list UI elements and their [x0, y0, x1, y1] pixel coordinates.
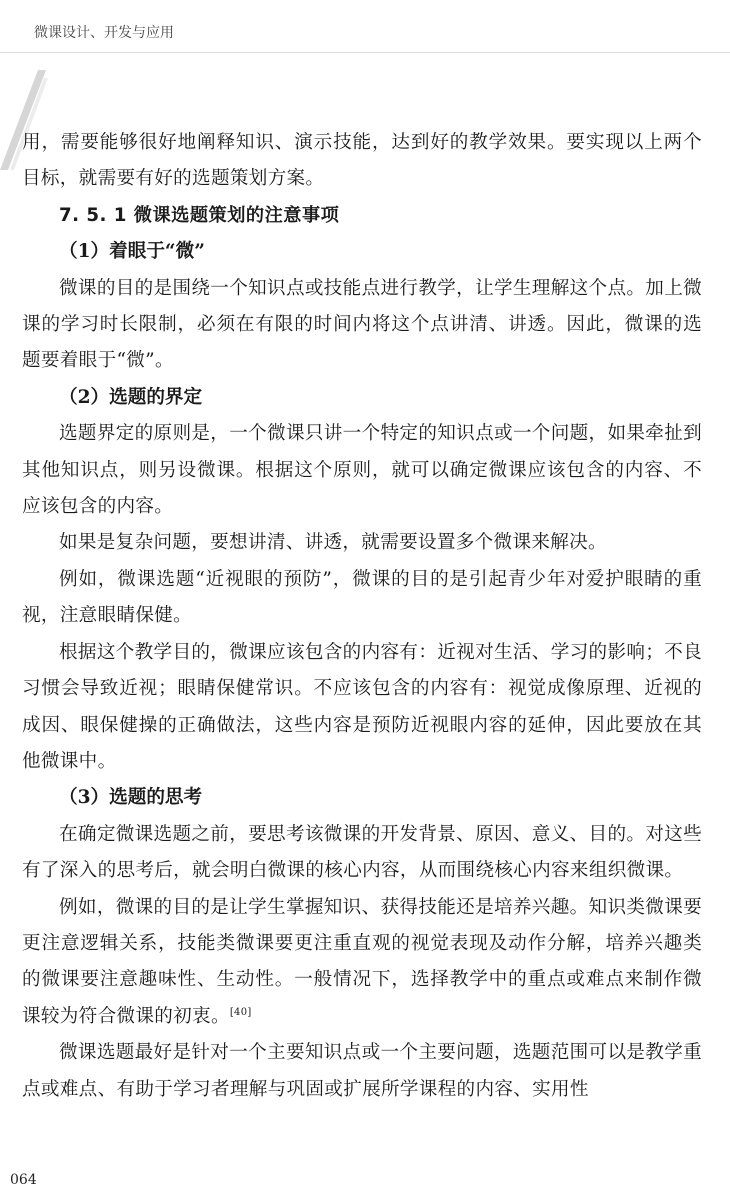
- section-title: 7. 5. 1 微课选题策划的注意事项: [59, 204, 340, 226]
- paragraph-6: 根据这个教学目的，微课应该包含的内容有：近视对生活、学习的影响；不良习惯会导致近视；眼睛保健常识。不应该包含的内容有：视觉成像原理、近视的成因、眼保健操的正确做法，这些内容是预防近视眼内容的延伸，因此要放在其他微课中。: [22, 641, 702, 772]
- paragraph-3: 选题界定的原则是，一个微课只讲一个特定的知识点或一个问题，如果牵扯到其他知识点，则另设微课。根据这个原则，就可以确定微课应该包含的内容、不应该包含的内容。: [22, 423, 702, 518]
- paragraph-8: [22, 890, 702, 1036]
- subheading-1: （1）着眼于“微”: [59, 241, 205, 263]
- paragraph-1: 用，需要能够很好地阐释知识、演示技能，达到好的教学效果。要实现以上两个目标，就需要有好的选题策划方案。: [22, 132, 702, 190]
- paragraph-9: 微课选题最好是针对一个主要知识点或一个主要问题，选题范围可以是教学重点或难点、有助于学习者理解与巩固或扩展所学课程的内容、实用性: [22, 1042, 702, 1100]
- running-header: 微课设计、开发与应用: [34, 25, 174, 41]
- paragraph-7: 在确定微课选题之前，要思考该微课的开发背景、原因、意义、目的。对这些有了深入的思考后，就会明白微课的核心内容，从而围绕核心内容来组织微课。: [22, 823, 702, 882]
- page-body: [22, 125, 702, 1108]
- paragraph-2: 微课的目的是围绕一个知识点或技能点进行教学，让学生理解这个点。加上微课的学习时长限制，必须在有限的时间内将这个点讲清、讲透。因此，微课的选题要着眼于“微”。: [22, 277, 702, 372]
- citation-40: [40]: [229, 1006, 252, 1018]
- paragraph-5: 例如，微课选题“近视眼的预防”，微课的目的是引起青少年对爱护眼睛的重视，注意眼睛保健。: [22, 568, 702, 627]
- header-rule: [0, 52, 730, 53]
- paragraph-4: 如果是复杂问题，要想讲清、讲透，就需要设置多个微课来解决。: [59, 532, 607, 554]
- subheading-3: （3）选题的思考: [59, 787, 203, 809]
- subheading-2: （2）选题的界定: [59, 386, 203, 408]
- paragraph-8-text: 例如，微课的目的是让学生掌握知识、获得技能还是培养兴趣。知识类微课要更注意逻辑关系，技能类微课要更注重直观的视觉表现及动作分解，培养兴趣类的微课要注意趣味性、生动性。一般情况下，选择教学中的重点或难点来制作微课较为符合微课的初衷。: [22, 896, 702, 1027]
- page-number: 064: [10, 1172, 37, 1188]
